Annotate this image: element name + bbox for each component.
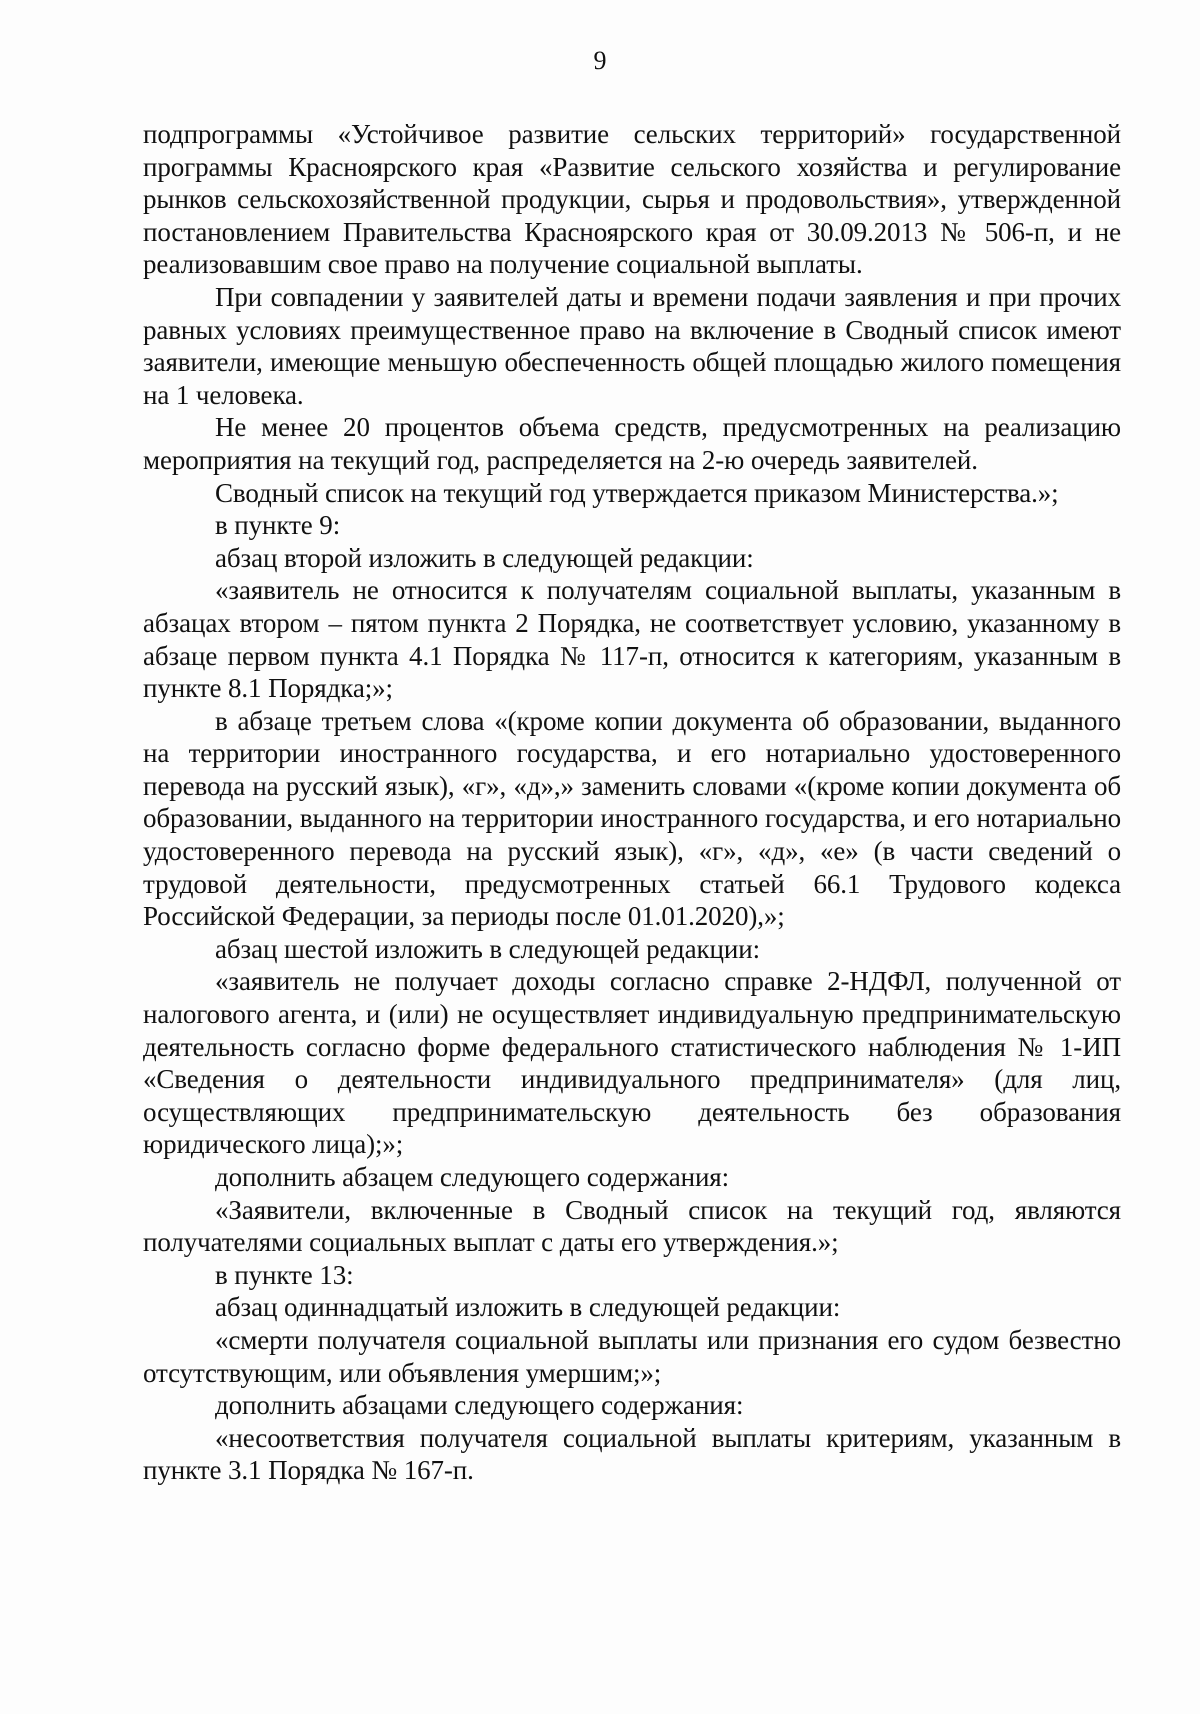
- paragraph-10: «заявитель не получает доходы согласно справке 2-НДФЛ, полученной от налогового агента, и (или) не осуществляет индивидуальную предпринимательскую деятельность согласно форме федерального статистического наблюдения № 1-ИП «Сведения о деятельности индивидуального предпринимателя» (для лиц, осуществляющих предпринимательскую деятельность без образования юридического лица);»;: [143, 966, 1121, 1160]
- paragraph-1: подпрограммы «Устойчивое развитие сельских территорий» государственной программы Красноярского края «Развитие сельского хозяйства и регулирование рынков сельскохозяйственной продукции, сырья и продовольствия», утвержденной постановлением Правительства Красноярского края от 30.09.2013 № 506-п, и не реализовавшим свое право на получение социальной выплаты.: [143, 119, 1121, 280]
- page-number: 9: [593, 46, 607, 75]
- paragraph-13: в пункте 13:: [215, 1259, 354, 1290]
- paragraph-2: При совпадении у заявителей даты и времени подачи заявления и при прочих равных условиях преимущественное право на включение в Сводный список имеют заявители, имеющие меньшую обеспеченность общей площадью жилого помещения на 1 человека.: [143, 281, 1121, 410]
- paragraph-4: Сводный список на текущий год утверждается приказом Министерства.»;: [215, 477, 1059, 508]
- paragraph-6: абзац второй изложить в следующей редакции:: [215, 542, 754, 573]
- paragraph-8: в абзаце третьем слова «(кроме копии документа об образовании, выданного на территории иностранного государства, и его нотариально удостоверенного перевода на русский язык), «г», «д»,» заменить словами «(кроме копии документа об образовании, выданного на территории иностранного государства, и его нотариально удостоверенного перевода на русский язык), «г», «д», «е» (в части сведений о трудовой деятельности, предусмотренных статьей 66.1 Трудового кодекса Российской Федерации, за периоды после 01.01.2020),»;: [143, 705, 1121, 932]
- paragraph-16: дополнить абзацами следующего содержания:: [215, 1390, 744, 1421]
- paragraph-15: «смерти получателя социальной выплаты или признания его судом безвестно отсутствующим, или объявления умершим;»;: [143, 1324, 1121, 1388]
- paragraph-9: абзац шестой изложить в следующей редакции:: [215, 933, 761, 964]
- paragraph-7: «заявитель не относится к получателям социальной выплаты, указанным в абзацах втором – пятом пункта 2 Порядка, не соответствует условию, указанному в абзаце первом пункта 4.1 Порядка № 117-п, относится к категориям, указанным в пункте 8.1 Порядка;»;: [143, 575, 1121, 704]
- paragraph-3: Не менее 20 процентов объема средств, предусмотренных на реализацию мероприятия на текущий год, распределяется на 2-ю очередь заявителей.: [143, 412, 1121, 475]
- paragraph-11: дополнить абзацем следующего содержания:: [215, 1162, 730, 1192]
- paragraph-17: «несоответствия получателя социальной выплаты критериям, указанным в пункте 3.1 Порядка № 167-п.: [143, 1422, 1121, 1486]
- document-body: [143, 118, 1121, 1487]
- paragraph-12: «Заявители, включенные в Сводный список на текущий год, являются получателями социальных выплат с даты его утверждения.»;: [143, 1194, 1121, 1258]
- paragraph-14: абзац одиннадцатый изложить в следующей редакции:: [215, 1292, 841, 1323]
- paragraph-5: в пункте 9:: [215, 510, 341, 541]
